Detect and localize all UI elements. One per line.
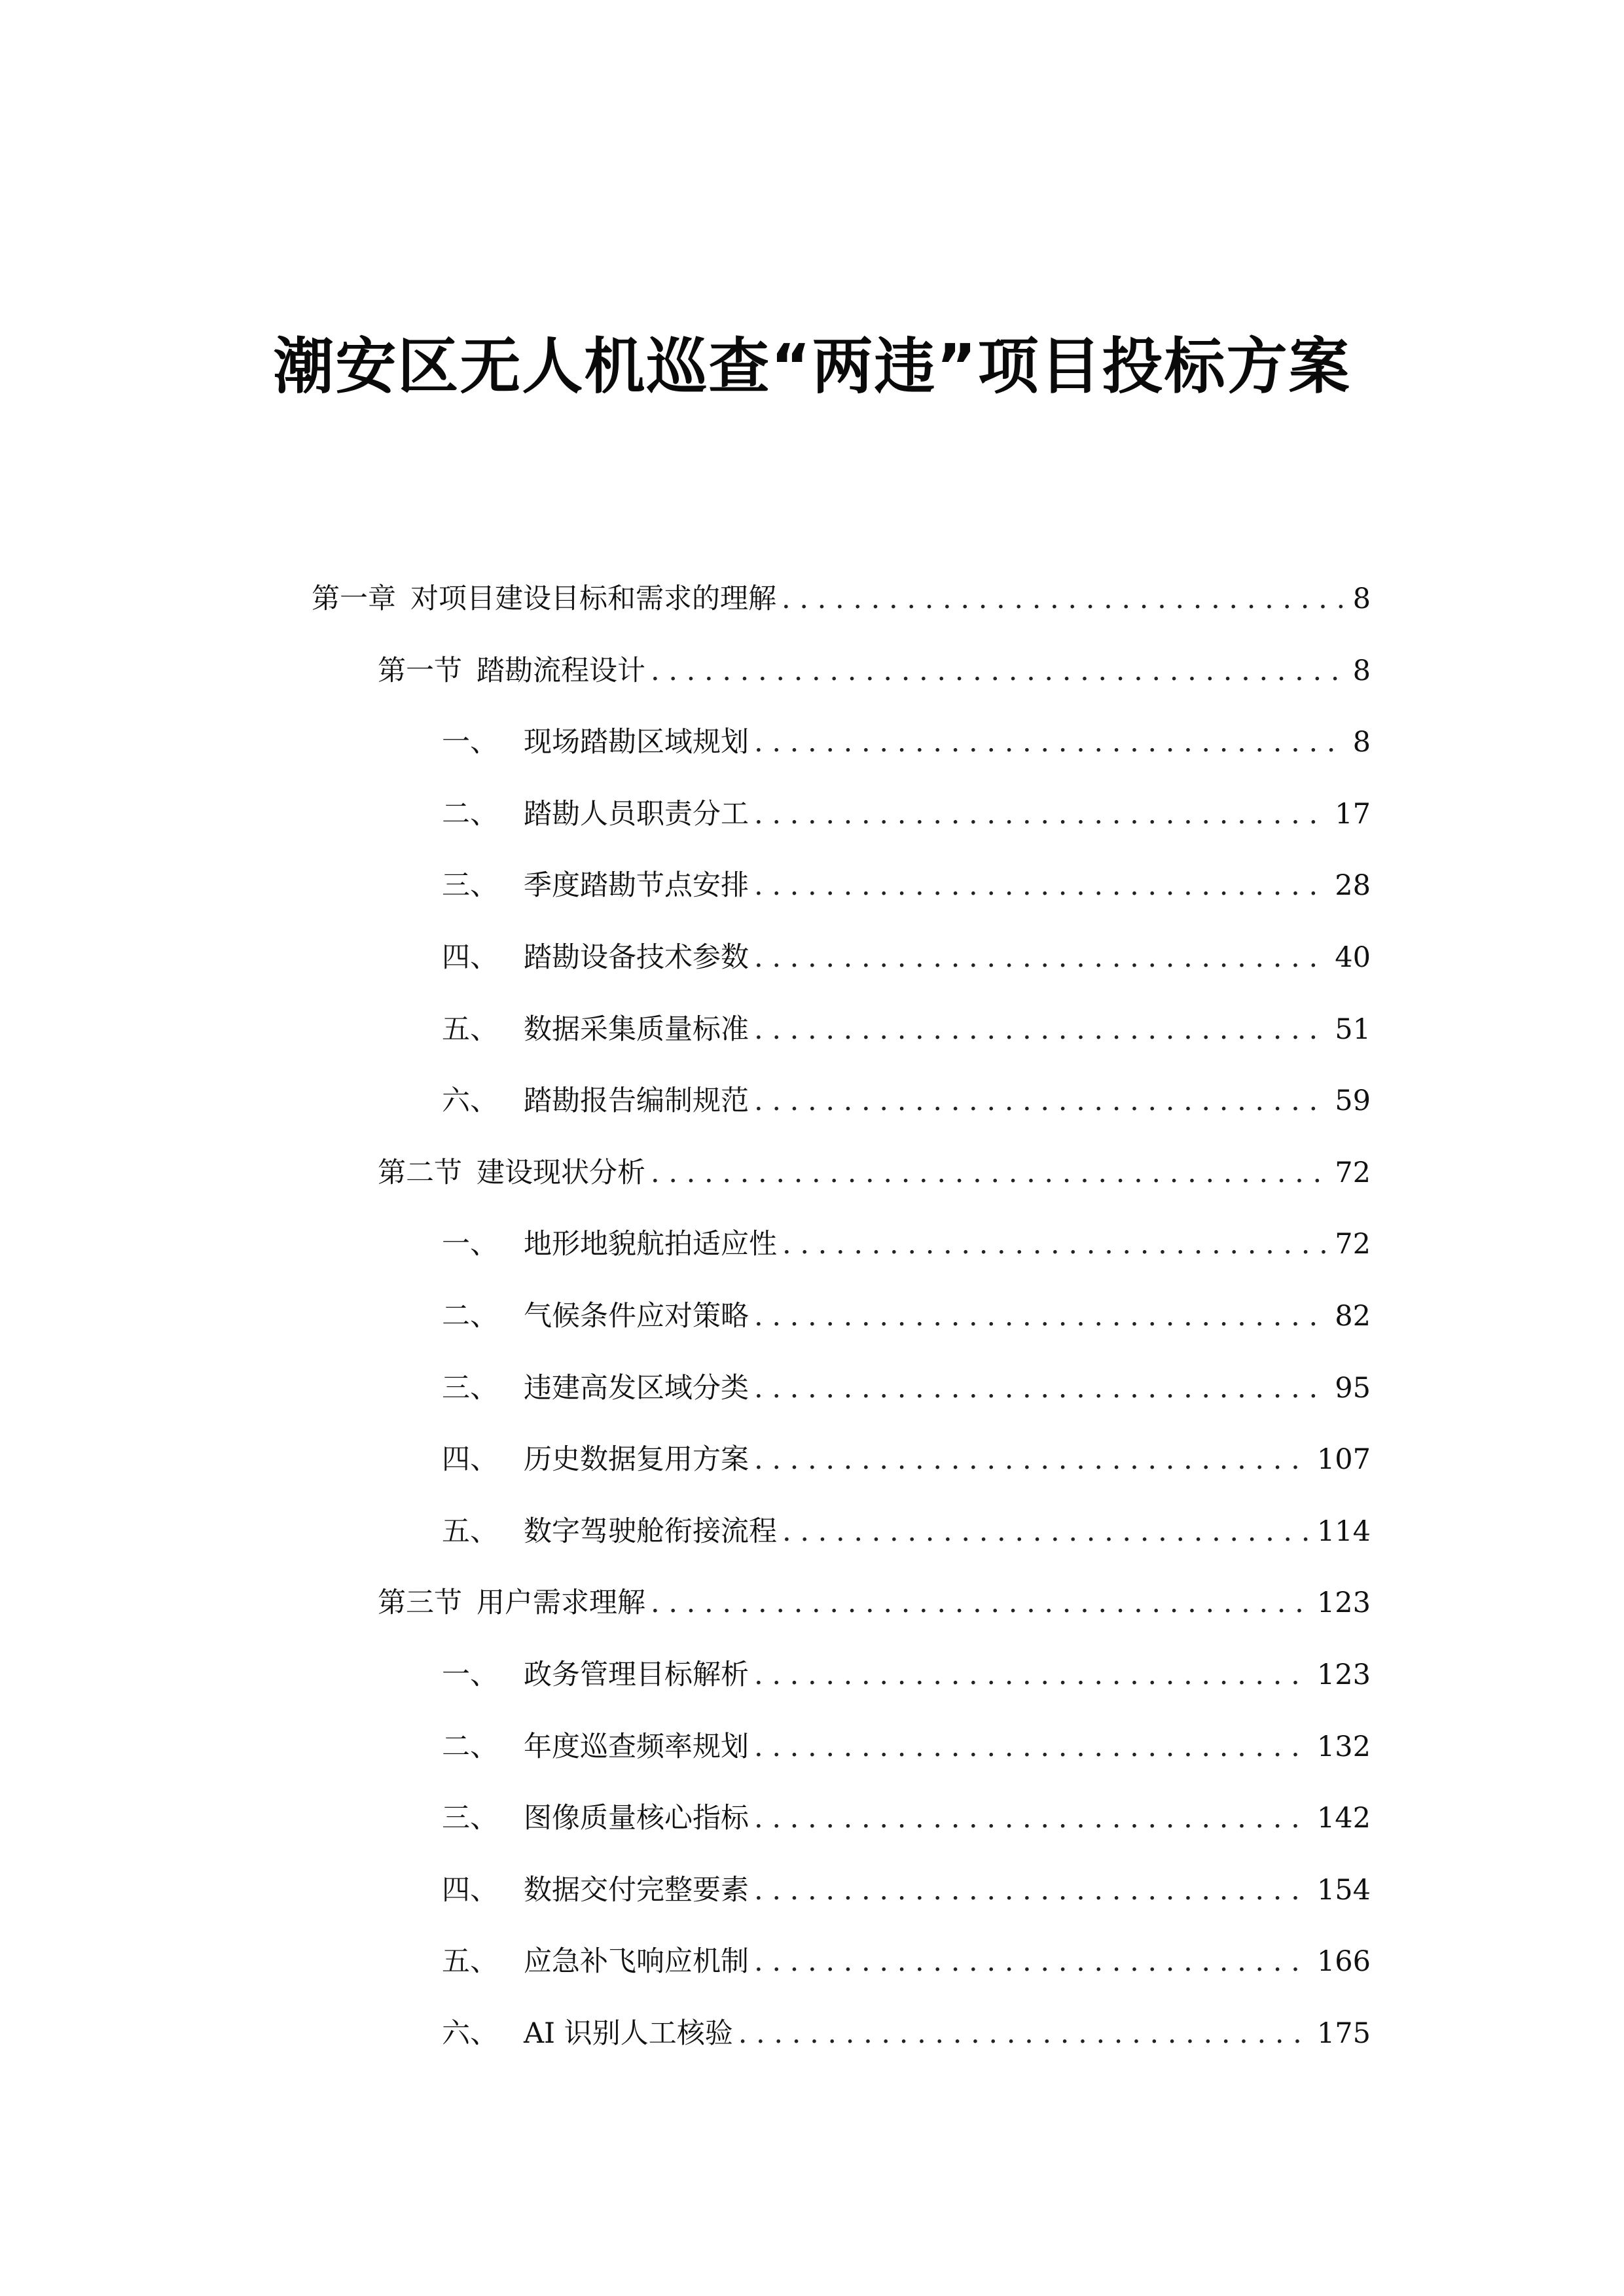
toc-entry-title: 用户需求理解 — [477, 1587, 645, 1620]
toc-page-number: 40 — [1335, 941, 1371, 974]
toc-entry[interactable] — [442, 1293, 1371, 1339]
toc-entry[interactable] — [442, 1437, 1371, 1482]
toc-entry[interactable] — [442, 791, 1371, 837]
toc-page-number: 95 — [1335, 1371, 1371, 1405]
toc-page-number: 8 — [1352, 583, 1371, 615]
toc-dot-leader — [651, 648, 1346, 694]
toc-entry-title: 政务管理目标解析 — [524, 1659, 749, 1691]
toc-page-number: 8 — [1352, 654, 1371, 687]
toc-entry[interactable] — [378, 1580, 1371, 1626]
toc-entry-number: 第一节 — [378, 654, 462, 687]
toc-page-number: 72 — [1335, 1228, 1371, 1261]
toc-page-number: 59 — [1335, 1085, 1371, 1118]
toc-page-number: 107 — [1316, 1443, 1371, 1477]
toc-page-number: 28 — [1335, 869, 1371, 903]
toc-entry[interactable] — [442, 1867, 1371, 1913]
toc-entry-number: 六、 — [442, 1085, 498, 1118]
toc-dot-leader — [754, 1007, 1328, 1052]
toc-page-number: 114 — [1316, 1515, 1371, 1548]
toc-entry-number: 四、 — [442, 1443, 498, 1477]
toc-page-number: 175 — [1316, 2017, 1371, 2050]
toc-entry[interactable] — [442, 719, 1371, 765]
toc-entry[interactable] — [442, 863, 1371, 908]
toc-entry-number: 三、 — [442, 1802, 498, 1835]
toc-entry-number: 一、 — [442, 1659, 498, 1691]
toc-entry-number: 三、 — [442, 1371, 498, 1405]
toc-entry-title: 历史数据复用方案 — [524, 1443, 749, 1477]
toc-entry-title: 数字驾驶舱衔接流程 — [524, 1515, 777, 1548]
toc-dot-leader — [754, 935, 1328, 980]
toc-entry-title: 图像质量核心指标 — [524, 1802, 749, 1835]
toc-page-number: 123 — [1316, 1659, 1371, 1691]
toc-page-number: 17 — [1335, 797, 1371, 831]
toc-entry-number: 二、 — [442, 1300, 498, 1333]
toc-entry-number: 四、 — [442, 1873, 498, 1907]
toc-entry-title: 对项目建设目标和需求的理解 — [410, 583, 776, 615]
toc-page-number: 166 — [1316, 1945, 1371, 1979]
toc-entry-title: 数据交付完整要素 — [524, 1873, 749, 1907]
toc-dot-leader — [754, 1437, 1310, 1482]
toc-entry[interactable] — [442, 1724, 1371, 1770]
toc-entry[interactable] — [442, 1221, 1371, 1267]
toc-entry[interactable] — [442, 1652, 1371, 1698]
toc-dot-leader — [754, 1078, 1328, 1124]
toc-entry-title: 年度巡查频率规划 — [524, 1730, 749, 1763]
toc-entry-number: 一、 — [442, 1228, 498, 1261]
toc-dot-leader — [782, 576, 1346, 622]
toc-dot-leader — [782, 1221, 1328, 1267]
toc-entry-title: 踏勘人员职责分工 — [524, 797, 749, 831]
toc-entry-number: 五、 — [442, 1515, 498, 1548]
toc-entry-title: 季度踏勘节点安排 — [524, 869, 749, 903]
toc-entry-number: 第三节 — [378, 1587, 462, 1620]
toc-dot-leader — [754, 791, 1328, 837]
toc-entry-title: 现场踏勘区域规划 — [524, 726, 749, 759]
toc-dot-leader — [651, 1150, 1328, 1196]
toc-entry[interactable] — [442, 935, 1371, 980]
toc-entry-title: 气候条件应对策略 — [524, 1300, 749, 1333]
toc-entry[interactable] — [442, 1365, 1371, 1411]
toc-entry-title: 建设现状分析 — [477, 1156, 645, 1189]
toc-entry-title: 数据采集质量标准 — [524, 1013, 749, 1046]
toc-entry-number: 二、 — [442, 797, 498, 831]
toc-entry[interactable] — [442, 2011, 1371, 2056]
toc-entry[interactable] — [442, 1795, 1371, 1841]
toc-entry-number: 五、 — [442, 1945, 498, 1979]
toc-entry-number: 五、 — [442, 1013, 498, 1046]
toc-dot-leader — [651, 1580, 1310, 1626]
toc-dot-leader — [754, 1293, 1328, 1339]
toc-entry[interactable] — [442, 1007, 1371, 1052]
toc-page-number: 154 — [1316, 1873, 1371, 1907]
toc-entry[interactable] — [442, 1078, 1371, 1124]
toc-entry-title: 踏勘流程设计 — [477, 654, 645, 687]
toc-entry-number: 六、 — [442, 2017, 498, 2050]
toc-entry-number: 第一章 — [312, 583, 396, 615]
toc-entry-number: 四、 — [442, 941, 498, 974]
toc-page-number: 51 — [1335, 1013, 1371, 1046]
toc-page-number: 8 — [1352, 726, 1371, 759]
toc-entry-title: 踏勘设备技术参数 — [524, 941, 749, 974]
toc-page-number: 72 — [1335, 1156, 1371, 1189]
toc-page-number: 82 — [1335, 1300, 1371, 1333]
toc-entry[interactable] — [378, 1150, 1371, 1196]
toc-dot-leader — [754, 863, 1328, 908]
toc-entry[interactable] — [378, 648, 1371, 694]
toc-page-number: 132 — [1316, 1730, 1371, 1763]
toc-dot-leader — [754, 1724, 1310, 1770]
toc-entry[interactable] — [442, 1939, 1371, 1984]
toc-entry-number: 三、 — [442, 869, 498, 903]
toc-page-number: 142 — [1316, 1802, 1371, 1835]
toc-entry-number: 一、 — [442, 726, 498, 759]
toc-dot-leader — [754, 1365, 1328, 1411]
toc-dot-leader — [754, 1652, 1310, 1698]
toc-entry[interactable] — [442, 1509, 1371, 1554]
toc-dot-leader — [754, 1939, 1310, 1984]
toc-entry-title: 踏勘报告编制规范 — [524, 1085, 749, 1118]
toc-dot-leader — [754, 1867, 1310, 1913]
toc-entry[interactable] — [312, 576, 1371, 622]
toc-entry-title: AI 识别人工核验 — [524, 2017, 733, 2050]
toc-dot-leader — [782, 1509, 1310, 1554]
document-title: 潮安区无人机巡查“两违”项目投标方案 — [273, 331, 1351, 402]
toc-entry-title: 违建高发区域分类 — [524, 1371, 749, 1405]
toc-dot-leader — [754, 1795, 1310, 1841]
toc-entry-number: 第二节 — [378, 1156, 462, 1189]
toc-entry-number: 二、 — [442, 1730, 498, 1763]
toc-dot-leader — [754, 719, 1346, 765]
toc-entry-title: 应急补飞响应机制 — [524, 1945, 749, 1979]
toc-dot-leader — [738, 2011, 1310, 2056]
toc-entry-title: 地形地貌航拍适应性 — [524, 1228, 777, 1261]
toc-page-number: 123 — [1316, 1587, 1371, 1620]
